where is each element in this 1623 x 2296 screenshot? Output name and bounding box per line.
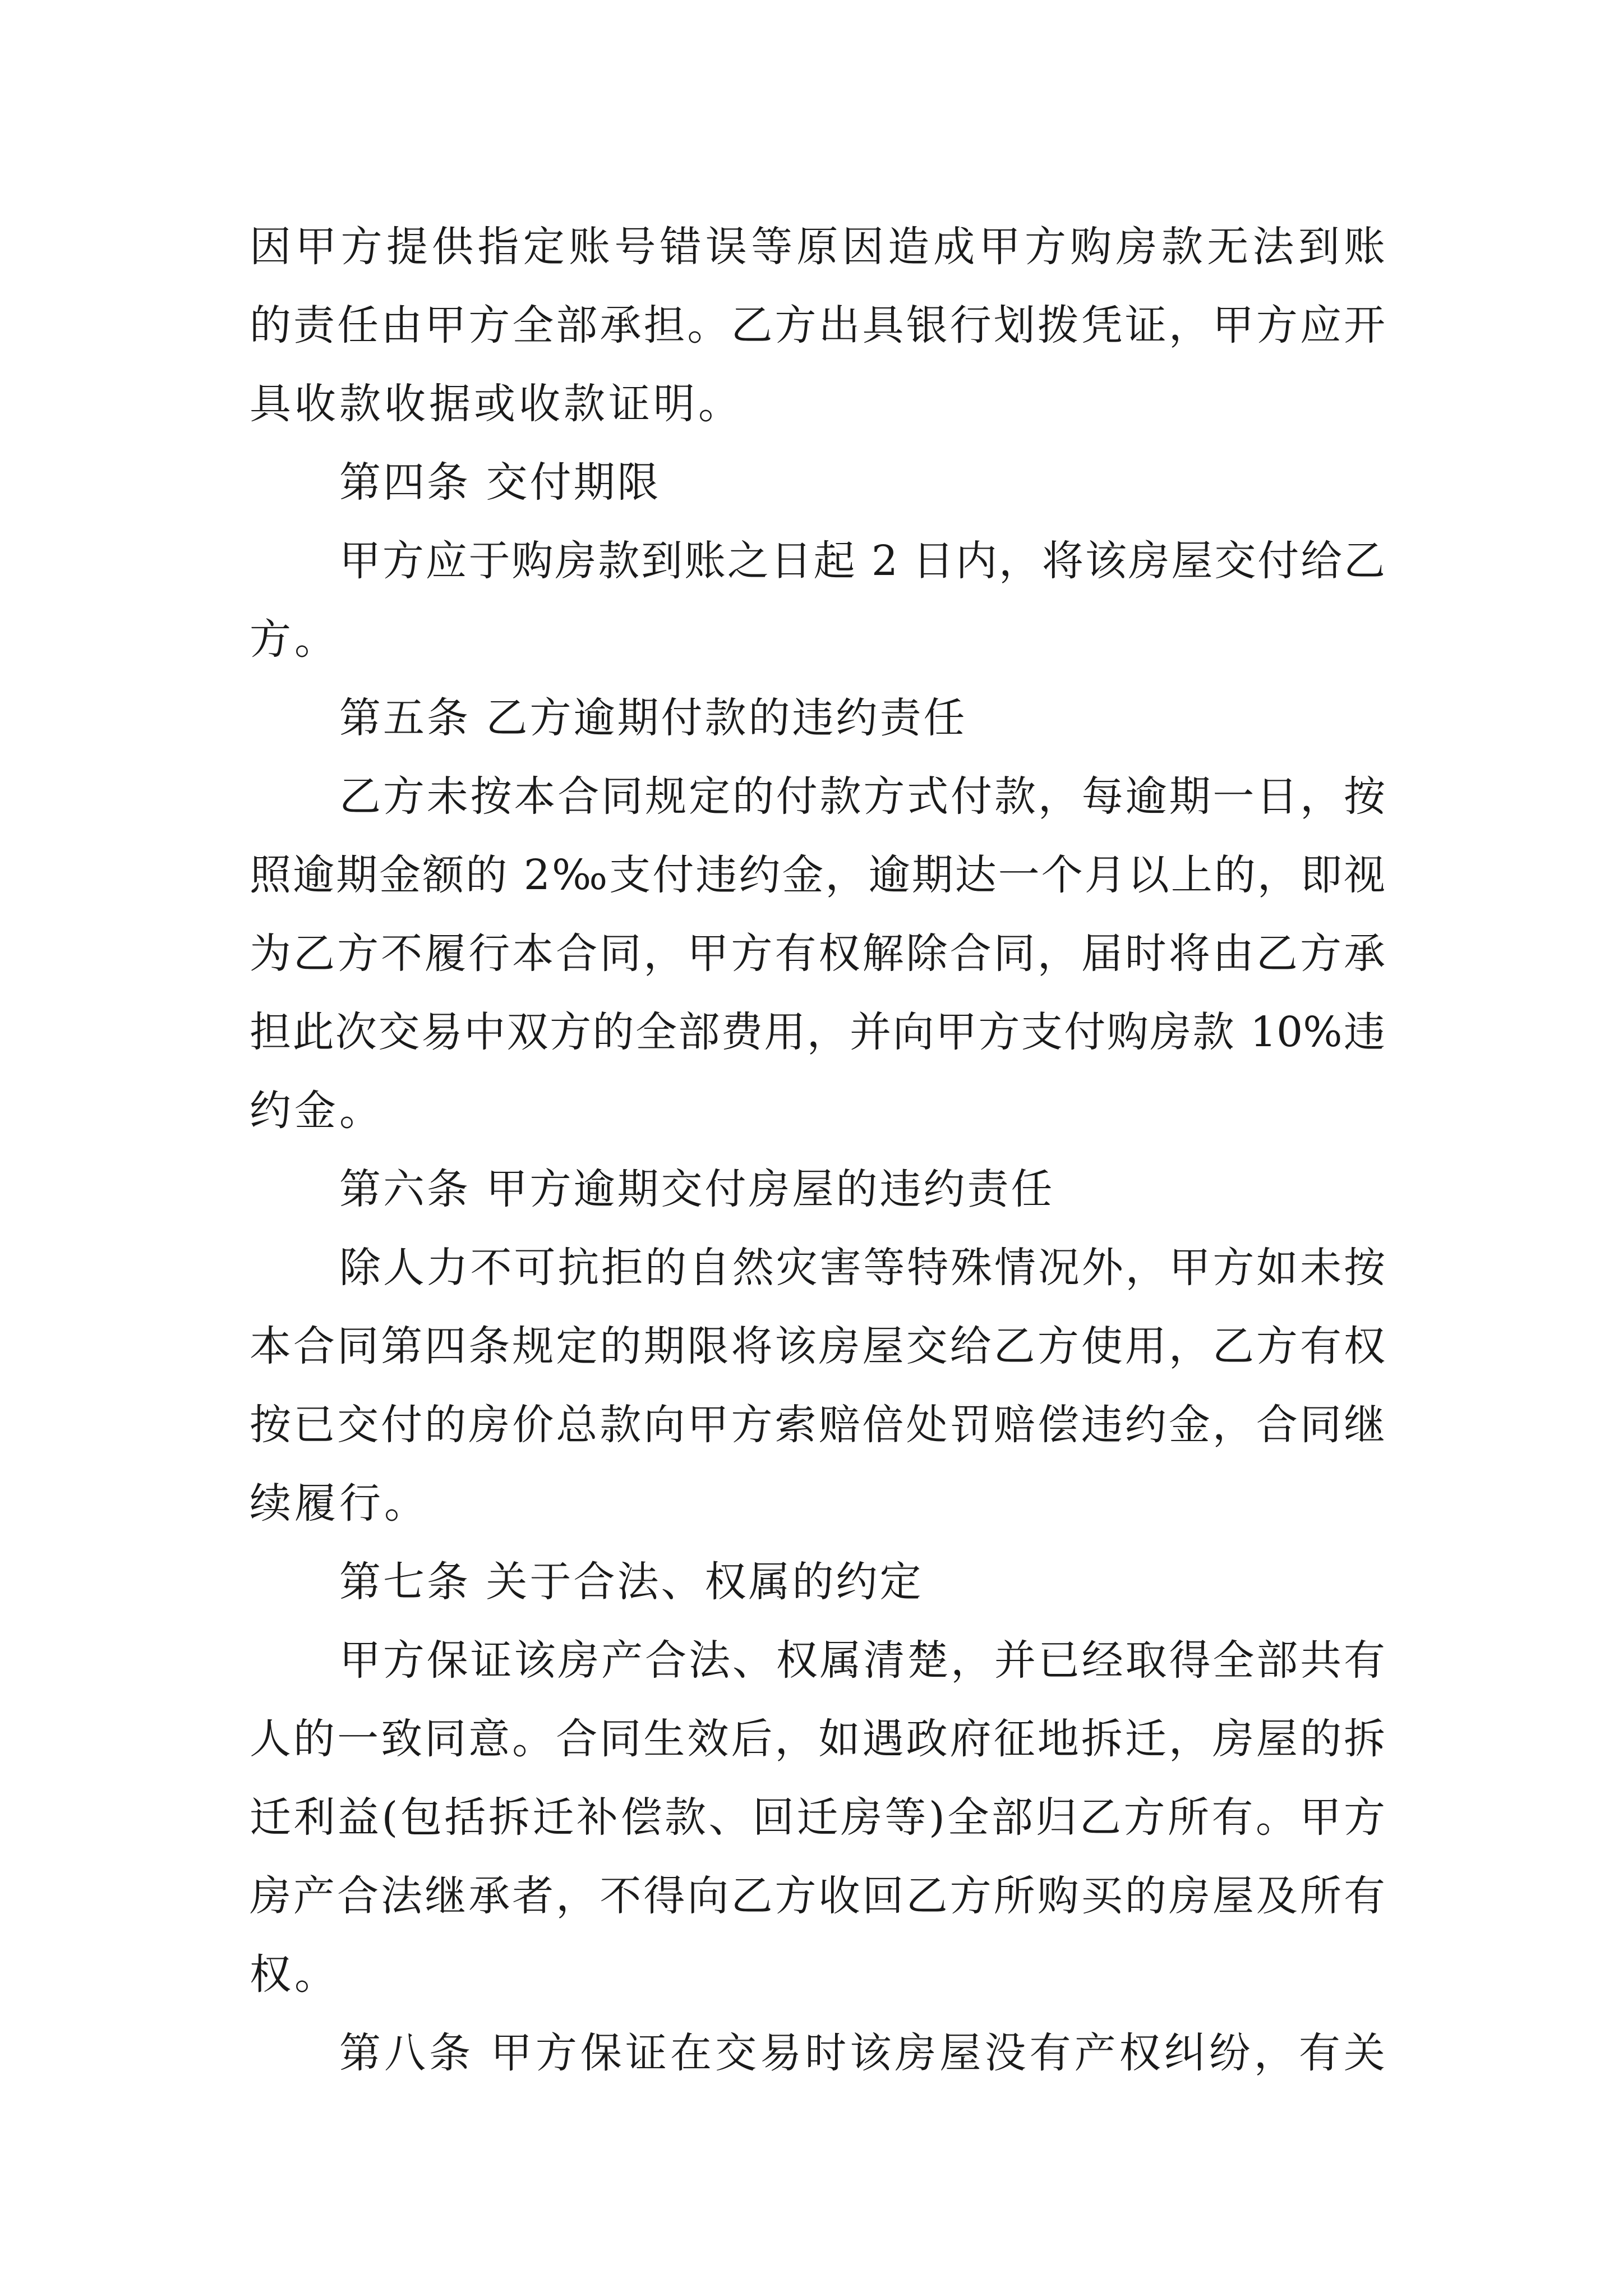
article-heading-text: 第七条 关于合法、权属的约定 — [339, 1558, 924, 1606]
article-heading — [0, 679, 1623, 757]
text-line-content: 人的一致同意。合同生效后，如遇政府征地拆迁，房屋的拆 — [250, 1715, 1385, 1763]
text-line — [0, 1307, 1623, 1386]
text-line-content: 约金。 — [250, 1087, 384, 1135]
text-line — [0, 208, 1623, 286]
text-line-content: 权。 — [250, 1950, 339, 1999]
text-line — [0, 993, 1623, 1071]
text-line — [0, 522, 1623, 600]
text-line — [0, 365, 1623, 443]
article-heading-text: 第五条 乙方逾期付款的违约责任 — [339, 694, 967, 742]
text-line-content: 房产合法继承者，不得向乙方收回乙方所购买的房屋及所有 — [250, 1872, 1385, 1920]
text-line-content: 第八条 甲方保证在交易时该房屋没有产权纠纷，有关 — [339, 2029, 1385, 2077]
text-line — [0, 1071, 1623, 1150]
text-line-content: 为乙方不履行本合同，甲方有权解除合同，届时将由乙方承 — [250, 930, 1385, 978]
article-heading — [0, 443, 1623, 522]
text-line — [0, 914, 1623, 993]
text-line — [0, 286, 1623, 365]
article-heading-text: 第四条 交付期限 — [339, 458, 661, 507]
article-heading — [0, 1150, 1623, 1228]
text-line — [0, 1857, 1623, 1935]
text-line — [0, 757, 1623, 836]
text-line-content: 乙方未按本合同规定的付款方式付款，每逾期一日，按 — [339, 772, 1385, 821]
text-line-content: 担此次交易中双方的全部费用，并向甲方支付购房款 10%违 — [250, 1008, 1385, 1056]
text-line-content: 照逾期金额的 2‰支付违约金，逾期达一个月以上的，即视 — [250, 851, 1385, 899]
text-line — [0, 1935, 1623, 2014]
text-line-content: 具收款收据或收款证明。 — [250, 380, 743, 428]
text-line — [0, 1228, 1623, 1307]
text-line-content: 迁利益(包括拆迁补偿款、回迁房等)全部归乙方所有。甲方 — [250, 1793, 1385, 1842]
text-line-content: 方。 — [250, 615, 339, 664]
text-line-content: 甲方应于购房款到账之日起 2 日内，将该房屋交付给乙 — [339, 537, 1385, 585]
text-line — [0, 1386, 1623, 1464]
text-line — [0, 1621, 1623, 1700]
text-line — [0, 600, 1623, 679]
text-line — [0, 1464, 1623, 1543]
text-line — [0, 836, 1623, 914]
text-line — [0, 2014, 1623, 2092]
text-line-content: 的责任由甲方全部承担。乙方出具银行划拨凭证，甲方应开 — [250, 301, 1385, 349]
text-line-content: 本合同第四条规定的期限将该房屋交给乙方使用，乙方有权 — [250, 1322, 1385, 1370]
text-line — [0, 1778, 1623, 1857]
text-line-content: 除人力不可抗拒的自然灾害等特殊情况外，甲方如未按 — [339, 1244, 1385, 1292]
text-line-content: 按已交付的房价总款向甲方索赔倍处罚赔偿违约金，合同继 — [250, 1401, 1385, 1449]
text-line-content: 续履行。 — [250, 1479, 429, 1527]
text-line — [0, 1700, 1623, 1778]
article-heading — [0, 1543, 1623, 1621]
text-line-content: 因甲方提供指定账号错误等原因造成甲方购房款无法到账 — [250, 223, 1385, 271]
article-heading-text: 第六条 甲方逾期交付房屋的违约责任 — [339, 1165, 1055, 1213]
text-line-content: 甲方保证该房产合法、权属清楚，并已经取得全部共有 — [339, 1636, 1385, 1685]
